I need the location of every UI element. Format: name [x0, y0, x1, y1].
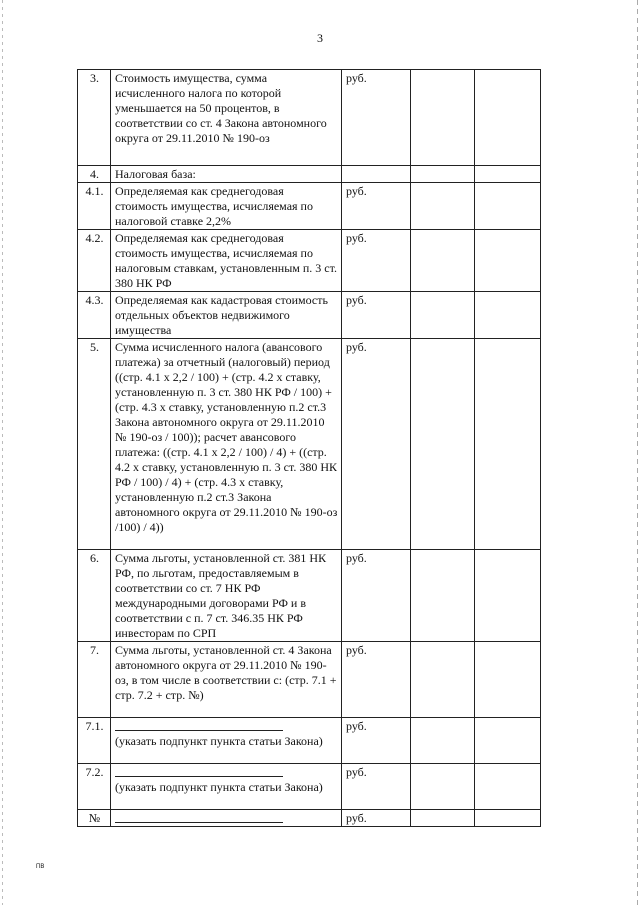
value-cell: [475, 70, 541, 166]
value-cell: [475, 292, 541, 339]
row-number: 4.3.: [78, 292, 111, 339]
row-number: №: [78, 810, 111, 827]
blank-fill-line: [115, 765, 283, 777]
row-description: Сумма льготы, установленной ст. 381 НК РФ, по льготам, предоставляемым в соответствии со ст. 7 НК РФ международными договорами РФ и в соответствии с п. 7 ст. 346.35 НК РФ инвесторам по СРП: [111, 550, 342, 642]
row-unit: руб.: [342, 230, 411, 292]
row-unit: руб.: [342, 810, 411, 827]
value-cell: [475, 718, 541, 764]
value-cell: [475, 550, 541, 642]
value-cell: [411, 230, 475, 292]
row-number: 6.: [78, 550, 111, 642]
value-cell: [411, 166, 475, 183]
blank-hint: (указать подпункт пункта статьи Закона): [115, 734, 323, 748]
value-cell: [411, 70, 475, 166]
row-unit: руб.: [342, 183, 411, 230]
blank-fill-line: [115, 811, 283, 823]
value-cell: [411, 642, 475, 718]
row-number: 4.: [78, 166, 111, 183]
value-cell: [475, 642, 541, 718]
row-unit: руб.: [342, 339, 411, 550]
row-unit: [342, 166, 411, 183]
value-cell: [475, 764, 541, 810]
row-description: Определяемая как кадастровая стоимость отдельных объектов недвижимого имущества: [111, 292, 342, 339]
row-number: 7.2.: [78, 764, 111, 810]
table-row: [78, 70, 541, 166]
row-unit: руб.: [342, 550, 411, 642]
blank-hint: (указать подпункт пункта статьи Закона): [115, 780, 323, 794]
row-description: Определяемая как среднегодовая стоимость имущества, исчисляемая по налоговой ставке 2,2%: [111, 183, 342, 230]
table-row: [78, 292, 541, 339]
table-row: [78, 550, 541, 642]
row-unit: руб.: [342, 764, 411, 810]
row-description: Сумма льготы, установленной ст. 4 Закона автономного округа от 29.11.2010 № 190-оз, в том числе в соответствии с: (стр. 7.1 + стр. 7.2 + стр. №): [111, 642, 342, 718]
value-cell: [475, 810, 541, 827]
row-number: 4.1.: [78, 183, 111, 230]
table-row: [78, 718, 541, 764]
row-number: 4.2.: [78, 230, 111, 292]
scan-edge-right: [637, 0, 638, 905]
value-cell: [411, 718, 475, 764]
value-cell: [475, 230, 541, 292]
table-row: [78, 339, 541, 550]
value-cell: [411, 183, 475, 230]
row-number: 5.: [78, 339, 111, 550]
row-unit: руб.: [342, 718, 411, 764]
row-description: [111, 764, 342, 810]
row-unit: руб.: [342, 292, 411, 339]
value-cell: [411, 810, 475, 827]
scan-edge-left: [2, 0, 3, 905]
row-unit: руб.: [342, 70, 411, 166]
value-cell: [411, 339, 475, 550]
value-cell: [411, 550, 475, 642]
row-description: Определяемая как среднегодовая стоимость имущества, исчисляемая по налоговым ставкам, установленным п. 3 ст. 380 НК РФ: [111, 230, 342, 292]
row-unit: руб.: [342, 642, 411, 718]
row-number: 7.1.: [78, 718, 111, 764]
row-description: Стоимость имущества, сумма исчисленного налога по которой уменьшается на 50 процентов, в соответствии со ст. 4 Закона автономного округа от 29.11.2010 № 190-оз: [111, 70, 342, 166]
blank-fill-line: [115, 719, 283, 731]
value-cell: [411, 292, 475, 339]
row-number: 3.: [78, 70, 111, 166]
row-description: [111, 810, 342, 827]
value-cell: [475, 166, 541, 183]
value-cell: [475, 183, 541, 230]
table-row: [78, 642, 541, 718]
value-cell: [411, 764, 475, 810]
row-description: Сумма исчисленного налога (авансового платежа) за отчетный (налоговый) период ((стр. 4.1 x 2,2 / 100) + (стр. 4.2 x ставку, установленную п. 3 ст. 380 НК РФ / 100) + (стр. 4.3 x ставку, установленную п.2 ст.3 Закона автономного округа от 29.11.2010 № 190-оз / 100)); расчет авансового платежа: ((стр. 4.1 x 2,2 / 100) / 4) + ((стр. 4.2 x ставку, установленную п. 3 ст. 380 НК РФ / 100) / 4) + (стр. 4.3 x ставку, установленную п.2 ст.3 Закона автономного округа от 29.11.2010 № 190-оз /100) / 4)): [111, 339, 342, 550]
table-row: [78, 810, 541, 827]
table-row: [78, 166, 541, 183]
value-cell: [475, 339, 541, 550]
table-row: [78, 230, 541, 292]
tax-calculation-table: [77, 69, 541, 827]
table-row: [78, 183, 541, 230]
row-description: Налоговая база:: [111, 166, 342, 183]
page-number: 3: [317, 31, 323, 45]
footer-mark: ПВ: [36, 864, 45, 870]
table-row: [78, 764, 541, 810]
row-description: [111, 718, 342, 764]
row-number: 7.: [78, 642, 111, 718]
